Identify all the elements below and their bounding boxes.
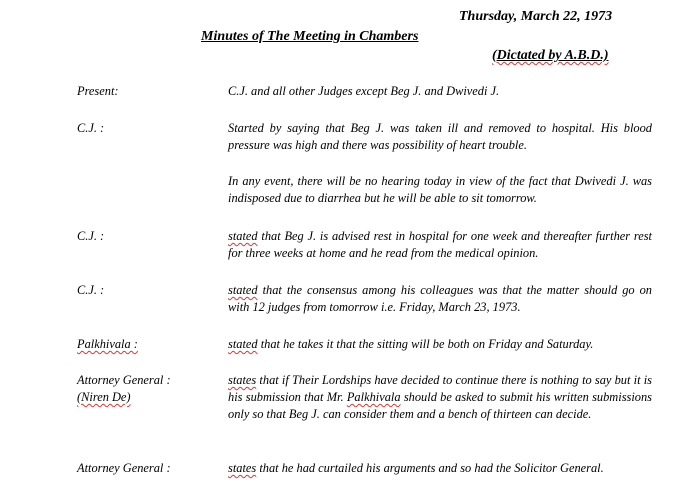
entry-verb: states xyxy=(228,461,257,475)
entry-text: Started by saying that Beg J. was taken ill and removed to hospital. His blood pressure was high and there was possibility of heart trouble. xyxy=(228,121,652,152)
speaker-subname: (Niren De) xyxy=(77,390,131,404)
page-title: Minutes of The Meeting in Chambers xyxy=(201,29,419,44)
dictated-note xyxy=(492,47,609,64)
entry-text xyxy=(228,228,652,262)
speaker-name: Attorney General : xyxy=(77,373,171,387)
entry-text: In any event, there will be no hearing today in view of the fact that Dwivedi J. was indisposed due to diarrhea but he will be able to sit tomorrow. xyxy=(228,174,652,205)
entry-body: that Beg J. is advised rest in hospital for one week and thereafter further rest for three weeks at home and he read from the medical opinion. xyxy=(228,229,652,260)
entry-text xyxy=(228,372,652,423)
entry-body: that the consensus among his colleagues was that the matter should go on with 12 judges from tomorrow i.e. Friday, March 23, 1973. xyxy=(228,283,652,314)
entry-text xyxy=(228,460,652,477)
dictated-text: (Dictated by A.B.D.) xyxy=(492,48,609,63)
entry-name: Palkhivala xyxy=(346,390,401,404)
entry-text xyxy=(228,282,652,316)
entry-text: C.J. and all other Judges except Beg J. and Dwivedi J. xyxy=(228,84,500,98)
entry-body-post: should be asked to submit his written submissions only so that Beg J. can consider them and a bench of thirteen can decide. xyxy=(228,390,652,421)
entry-verb: stated xyxy=(228,283,258,297)
speaker-label: Present: xyxy=(77,84,119,98)
entry-verb: stated xyxy=(228,337,258,351)
speaker-label: C.J. : xyxy=(77,121,105,135)
entry-body: that he had curtailed his arguments and so had the Solicitor General. xyxy=(256,461,604,475)
speaker-name: Palkhivala : xyxy=(77,337,138,351)
speaker-label xyxy=(77,336,217,353)
speaker-label: C.J. : xyxy=(77,229,105,243)
entry-body-pre: that if Their Lordships have decided to continue there is nothing to say but it is his submission that Mr. xyxy=(228,373,652,404)
speaker-label: Attorney General : xyxy=(77,461,171,475)
entry-verb: stated xyxy=(228,229,258,243)
speaker-label: C.J. : xyxy=(77,283,105,297)
entry-verb: states xyxy=(228,373,257,387)
date: Thursday, March 22, 1973 xyxy=(459,9,613,24)
entry-text xyxy=(228,336,652,353)
entry-body: that he takes it that the sitting will be both on Friday and Saturday. xyxy=(257,337,594,351)
speaker-label xyxy=(77,372,217,406)
